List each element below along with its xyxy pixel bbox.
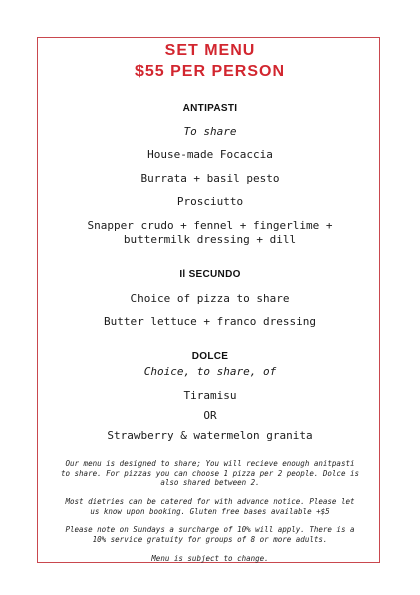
surcharge-note: Please note on Sundays a surcharge of 10% will apply. There is a 10% service gratuity for groups of 8 or more adults. bbox=[65, 525, 355, 544]
menu-item: Choice of pizza to share bbox=[130, 292, 290, 305]
menu-item: Snapper crudo + fennel + fingerlime + bbox=[87, 219, 333, 232]
menu-item: Strawberry & watermelon granita bbox=[107, 429, 313, 442]
dolce-subheading: Choice, to share, of bbox=[143, 365, 277, 378]
sharing-note: Our menu is designed to share; You will recieve enough anitpasti to share. For pizzas you can choose 1 pizza per 2 people. Dolce is also shared between 2. bbox=[60, 459, 359, 487]
secondo-heading: Il SECUNDO bbox=[179, 269, 241, 280]
menu-item: buttermilk dressing + dill bbox=[123, 233, 297, 246]
menu-item: Tiramisu bbox=[183, 389, 237, 402]
dolce-heading: DOLCE bbox=[191, 351, 229, 362]
antipasti-heading: ANTIPASTI bbox=[182, 103, 238, 114]
menu-title: SET MENU bbox=[164, 42, 256, 59]
menu-item: Butter lettuce + franco dressing bbox=[104, 315, 316, 328]
antipasti-subheading: To share bbox=[183, 125, 237, 138]
menu-price: $55 PER PERSON bbox=[134, 63, 286, 80]
menu-item: Burrata + basil pesto bbox=[140, 172, 280, 185]
menu-item: House-made Focaccia bbox=[147, 148, 273, 161]
menu-item-or: OR bbox=[203, 409, 217, 422]
menu-item: Prosciutto bbox=[176, 195, 244, 208]
change-note: Menu is subject to change. bbox=[151, 554, 269, 563]
dietary-note: Most dietries can be catered for with advance notice. Please let us know upon booking. Gluten free bases available +$5 bbox=[65, 497, 355, 516]
